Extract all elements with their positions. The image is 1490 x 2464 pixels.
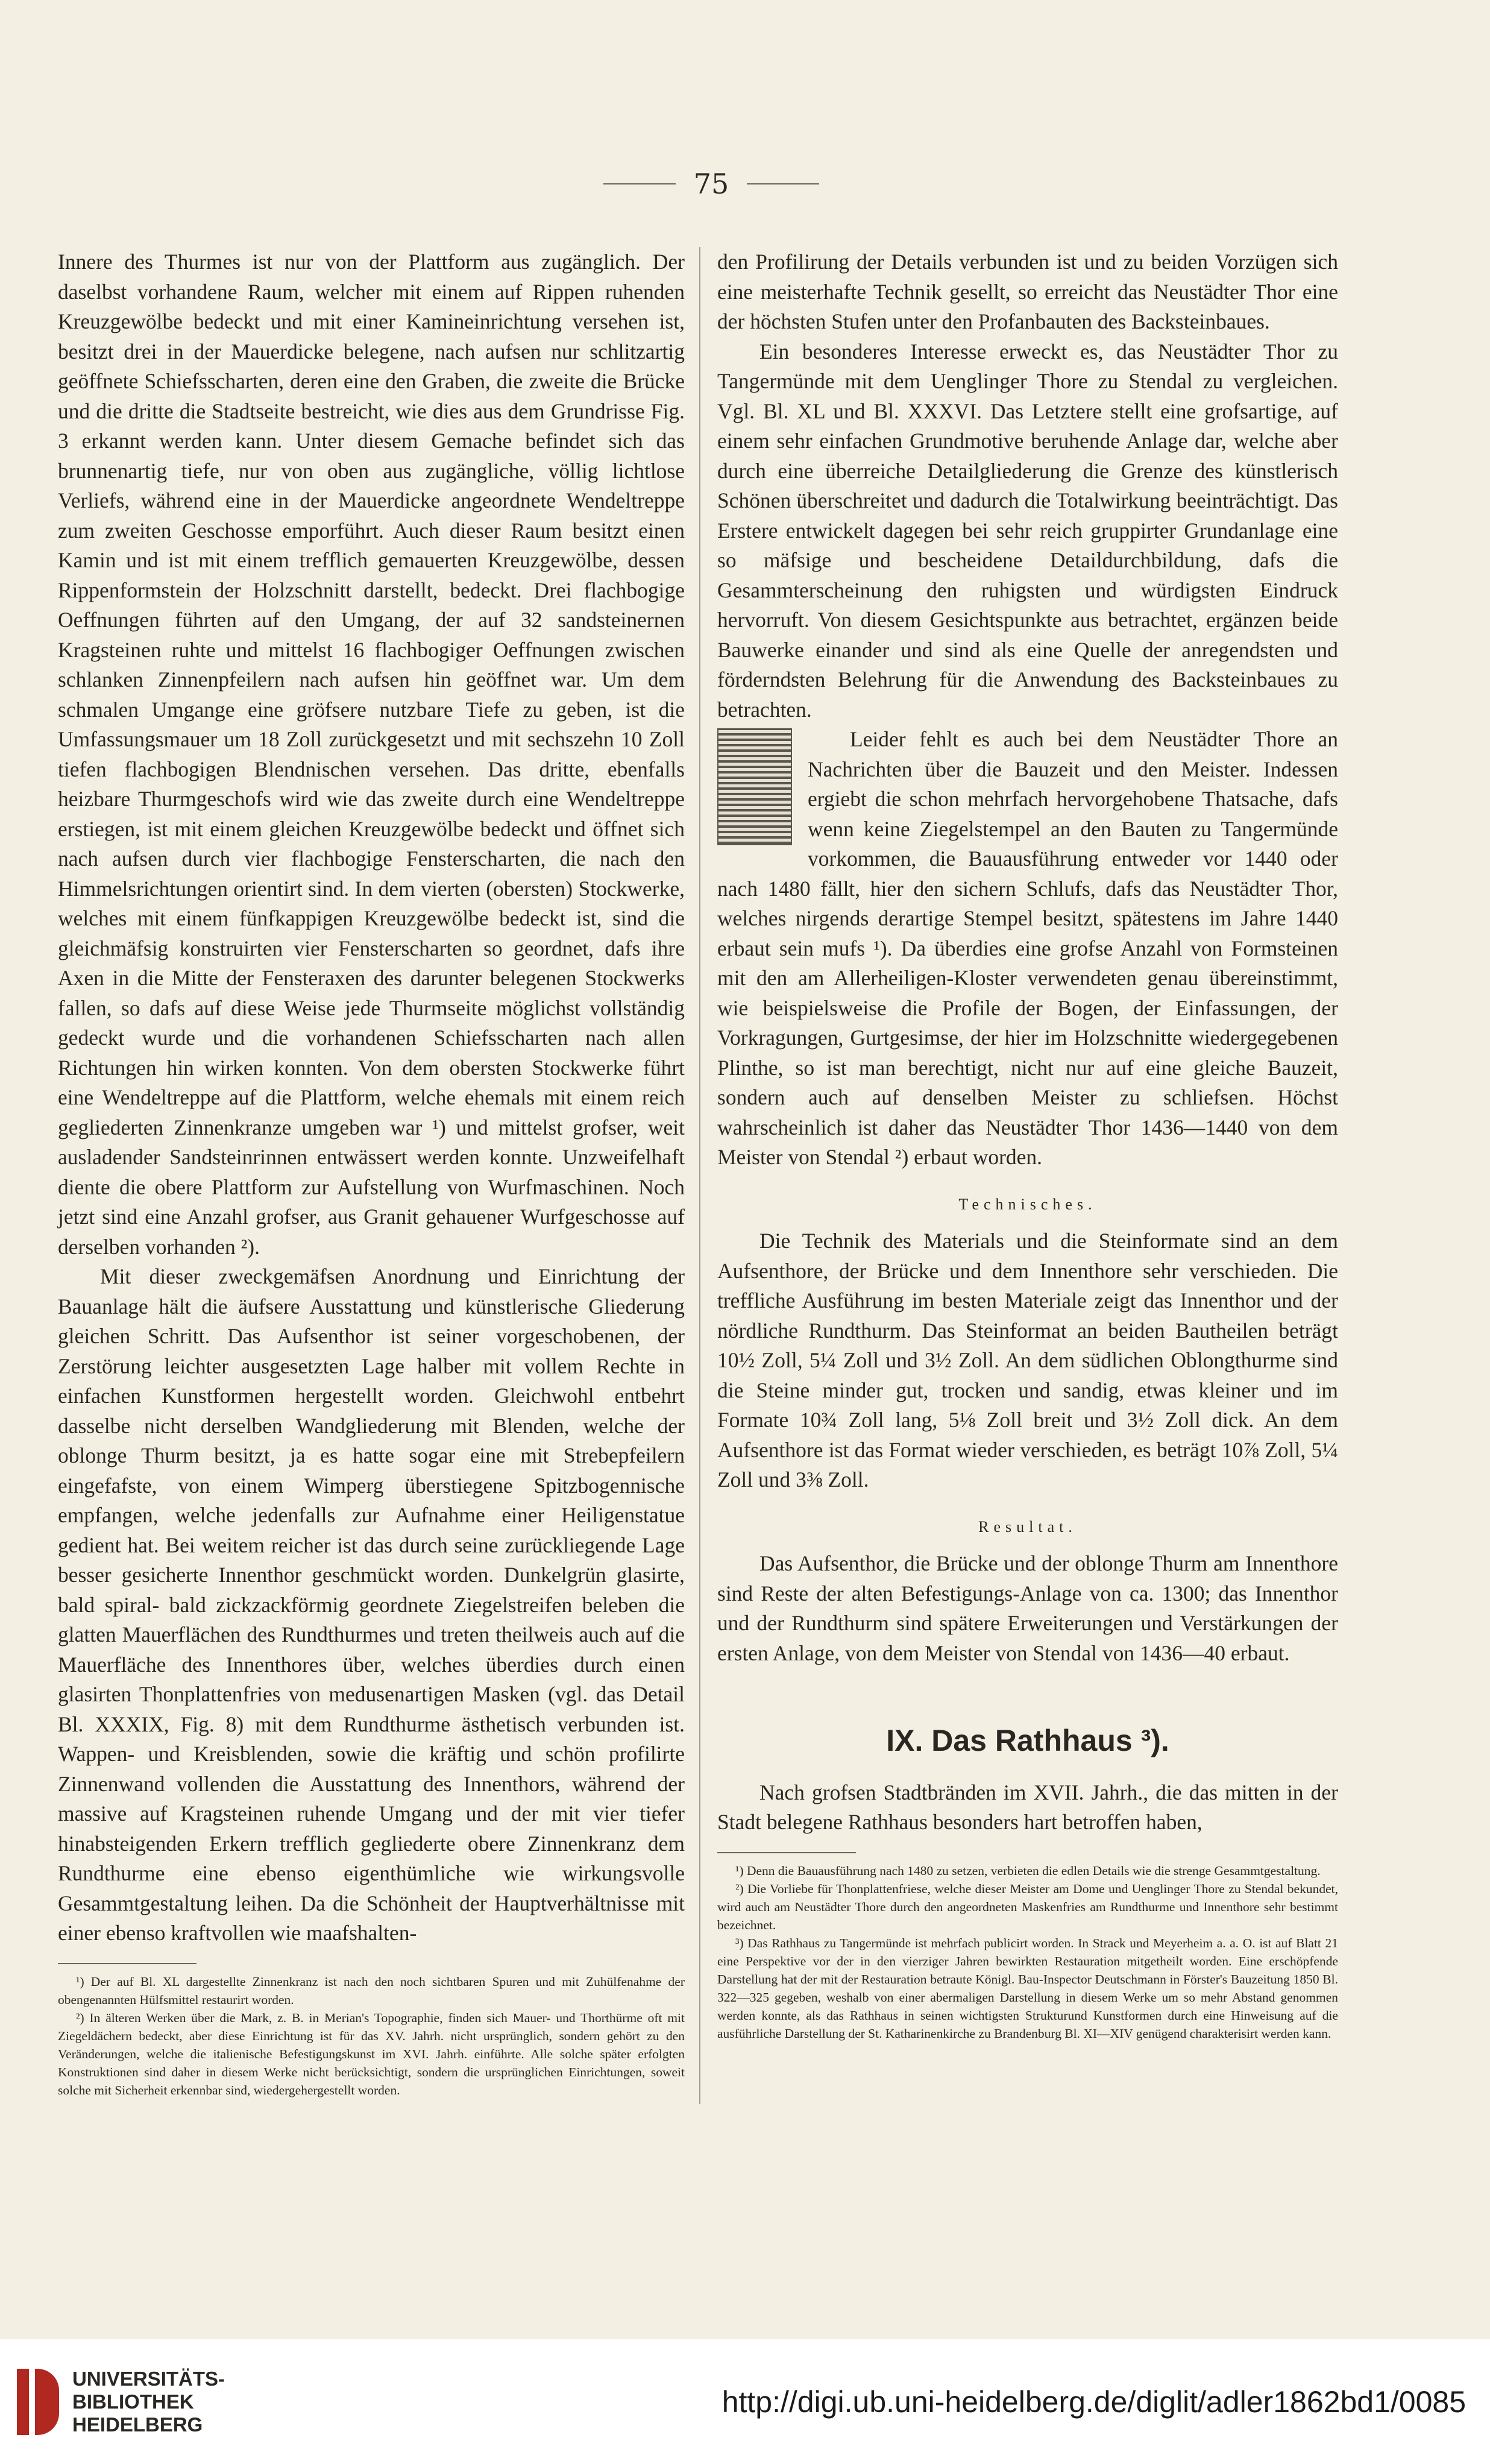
- logo-line-2: BIBLIOTHEK: [72, 2390, 194, 2413]
- section-title: IX. Das Rathhaus ³).: [886, 1724, 1169, 1757]
- left-footnote-2: ²) In älteren Werken über die Mark, z. B. in Merian's Topographie, finden sich Mauer- und Thorthürme oft mit Ziegeldächern bedeckt, aber diese Einrichtung ist für das XV. Jahrh. nicht ursprünglich, sondern gehört zu den Veränderungen, welche die italienische Befestigungskunst im XVI. Jahrh. einführte. Alle solche später erfolgten Konstruktionen sind daher in diesem Werke nicht berücksichtigt, sondern die ursprünglichen Einrichtungen, soweit solche mit Sicherheit erkennbar sind, wiedergehergestellt worden.: [58, 2010, 685, 2097]
- right-footnote-rule: [717, 1852, 856, 1853]
- left-footnote-rule: [58, 1963, 196, 1964]
- page-header: [579, 169, 844, 199]
- left-paragraph-2: Mit dieser zweckgemäfsen Anordnung und Einrichtung der Bauanlage hält die äufsere Ausstattung und künstlerische Gliederung gleichen Schritt. Das Aufsenthor ist seiner vorgeschobenen, der Zerstörung leichter ausgesetzten Lage halber mit vollem Rechte in einfachen Kunstformen hergestellt worden. Gleichwohl entbehrt dasselbe nicht derselben Wandgliederung mit Blenden, welche der oblonge Thurm besitzt, ja es hatte sogar eine mit Strebepfeilern eingefafste, von einem Wimperg überstiegene Spitzbogennische empfangen, welche jedenfalls zur Aufnahme einer Heiligenstatue gedient hat. Bei weitem reicher ist das durch seine zurückliegende Lage besser gesicherte Innenthor geschmückt worden. Dunkelgrün glasirte, bald spiral- bald zickzackförmig geordnete Ziegelstreifen beleben die glatten Mauerflächen des Rundthurmes und treten theilweis auch auf die Mauerfläche des Innenthores über, welches überdies durch einen glasirten Thonplattenfries von medusenartigen Masken (vgl. das Detail Bl. XXXIX, Fig. 8) mit dem Rundthurme ästhetisch verbunden ist. Wappen- und Kreisblenden, sowie die kräftig und schön profilirte Zinnenwand vollenden die Ausstattung des Innenthors, während der massive auf Kragsteinen ruhende Umgang und der mit vier tiefer hinabsteigenden Erkern trefflich gegliederte obere Zinnenkranz dem Rundthurme eine ebenso eigenthümliche wie wirkungsvolle Gesammtgestaltung leihen. Da die Schönheit der Hauptverhältnisse mit einer ebenso kraftvollen wie maafshalten-: [58, 1264, 685, 1945]
- right-footnote-2: ²) Die Vorliebe für Thonplattenfriese, welche dieser Meister am Dome und Uenglinger Thore zu Stendal bekundet, wird auch am Neustädter Thore durch den angeordneten Maskenfries am Rundthurme und Innenthore sehr bestimmt bezeichnet.: [717, 1881, 1338, 1932]
- header-rule-right: [747, 183, 819, 184]
- logo-bar-right: [35, 2369, 59, 2435]
- footer-bar: [0, 2339, 1490, 2464]
- right-paragraph-1: den Profilirung der Details verbunden ist und zu beiden Vorzügen sich eine meisterhafte Technik gesellt, so erreicht das Neustädter Thor eine der höchsten Stufen unter den Profanbauten des Backsteinbaues.: [717, 250, 1338, 333]
- right-column: [717, 247, 1338, 2043]
- technisches-paragraph: Die Technik des Materials und die Steinformate sind an dem Aufsenthore, der Brücke und dem Innenthore sehr verschieden. Die treffliche Ausführung im besten Materiale zeigt das Innenthor und der nördliche Rundthurm. Das Steinformat an beiden Bautheilen beträgt 10½ Zoll, 5¼ Zoll und 3½ Zoll. An dem südlichen Oblongthurme sind die Steine minder gut, trocken und sandig, etwas kleiner und im Formate 10¾ Zoll lang, 5⅛ Zoll breit und 3½ Zoll dick. An dem Aufsenthore ist das Format wieder verschieden, es beträgt 10⅞ Zoll, 5¼ Zoll und 3⅜ Zoll.: [717, 1229, 1338, 1492]
- source-url-link[interactable]: http://digi.ub.uni-heidelberg.de/diglit/adler1862bd1/0085: [721, 2384, 1466, 2419]
- technisches-heading: Technisches.: [958, 1195, 1097, 1213]
- left-footnotes: [58, 1973, 685, 2099]
- logo-line-1: UNIVERSITÄTS-: [72, 2367, 225, 2390]
- resultat-paragraph: Das Aufsenthor, die Brücke und der oblonge Thurm am Innenthore sind Reste der alten Befestigungs-Anlage von ca. 1300; das Innenthor und der Rundthurm sind spätere Erweiterungen und Verstärkungen der ersten Anlage, von dem Meister von Stendal von 1436—40 erbaut.: [717, 1551, 1338, 1665]
- column-divider: [699, 247, 700, 2104]
- right-footnote-3: ³) Das Rathhaus zu Tangermünde ist mehrfach publicirt worden. In Strack und Meyerheim a. a. O. ist auf Blatt 21 eine Perspektive vor der in den vierziger Jahren bewirkten Restauration mitgetheilt worden. Eine erschöpfende Darstellung hat der mit der Restauration betraute Königl. Bau-Inspector Deutschmann in Förster's Bauzeitung 1850 Bl. 322—325 gegeben, weshalb von einer abermaligen Darstellung in diesem Werke um so mehr Abstand genommen werden konnte, als das Rathhaus in seinen wichtigsten Strukturund Kunstformen durch eine Hinweisung auf die ausführliche Darstellung der St. Katharinenkirche zu Brandenburg Bl. XI—XIV genügend charakterisirt werden kann.: [717, 1935, 1338, 2041]
- header-rule-left: [603, 183, 676, 184]
- logo-bar-left: [17, 2369, 29, 2435]
- right-footnote-1: ¹) Denn die Bauausführung nach 1480 zu setzen, verbieten die edlen Details wie die strenge Gesammtgestaltung.: [735, 1863, 1321, 1878]
- right-footnotes: [717, 1862, 1338, 2043]
- logo-line-3: HEIDELBERG: [72, 2413, 203, 2436]
- right-paragraph-2: Ein besonderes Interesse erweckt es, das Neustädter Thor zu Tangermünde mit dem Uenglinger Thore zu Stendal zu vergleichen. Vgl. Bl. XL und Bl. XXXVI. Das Letztere stellt eine grofsartige, auf einem sehr einfachen Grundmotive beruhende Anlage dar, welche aber durch eine überreiche Detailgliederung die Grenze des künstlerisch Schönen überschreitet und dadurch die Totalwirkung beeinträchtigt. Das Erstere entwickelt dagegen bei sehr reich gruppirter Grundanlage eine so mäfsige und bescheidene Detaildurchbildung, dafs die Gesammterscheinung den ruhigsten und würdigsten Eindruck hervorruft. Von diesem Gesichtspunkte aus betrachtet, ergänzen beide Bauwerke einander und sind als eine Quelle der anregendsten und förderndsten Belehrung für die Anwendung des Backsteinbaues zu betrachten.: [717, 339, 1338, 722]
- resultat-heading: Resultat.: [978, 1517, 1077, 1536]
- left-paragraph-1: Innere des Thurmes ist nur von der Plattform aus zugänglich. Der daselbst vorhandene Raum, welcher mit einem auf Rippen ruhenden Kreuzgewölbe bedeckt und mit einer Kamineinrichtung versehen ist, besitzt drei in der Mauerdicke belegene, nach aufsen nur schlitzartig geöffnete Schiefsscharten, deren eine den Graben, die zweite die Brücke und die dritte die Stadtseite bestreicht, wie dies aus dem Grundrisse Fig. 3 erkannt werden kann. Unter diesem Gemache befindet sich das brunnenartig tiefe, nur von oben aus zugängliche, völlig lichtlose Verliefs, während eine in der Mauerdicke angeordnete Wendeltreppe zum zweiten Geschosse emporführt. Auch dieser Raum besitzt einen Kamin und ist mit einem trefflich gemauerten Kreuzgewölbe, dessen Rippenformstein der Holzschnitt darstellt, bedeckt. Drei flachbogige Oeffnungen führten auf den Umgang, der auf 32 sandsteinernen Kragsteinen ruhte und mittelst 16 flachbogiger Oeffnungen zwischen schlanken Zinnenpfeilern nach aufsen hin geöffnet war. Um dem schmalen Umgange eine gröfsere nutzbare Tiefe zu geben, ist die Umfassungsmauer um 18 Zoll zurückgesetzt und mit sechszehn 10 Zoll tiefen flachbogigen Blendnischen versehen. Das dritte, ebenfalls heizbare Thurmgeschofs wird wie das zweite durch eine Wendeltreppe erstiegen, ist mit einem gleichen Kreuzgewölbe bedeckt und öffnet sich nach aufsen durch vier flachbogige Fensterscharten, die nach den Himmelsrichtungen orientirt sind. In dem vierten (obersten) Stockwerke, welches mit einem fünfkappigen Kreuzgewölbe bedeckt ist, sind die gleichmäfsig konstruirten vier Fensterscharten so geordnet, dafs ihre Axen in die Mitte der Fensteraxen des darunter belegenen Stockwerks fallen, so dafs auf diese Weise jede Thurmseite möglichst vollständig gedeckt wurde und die vorhandenen Schiefsscharten nach allen Richtungen hin wirken konnten. Von dem obersten Stockwerke führt eine Wendeltreppe auf die Plattform, welche ehemals mit einem reich gegliederten Zinnenkranze umgeben war ¹) und mittelst grofser, weit ausladender Sandsteinrinnen entwässert werden konnte. Unzweifelhaft diente die obere Plattform zur Aufstellung von Wurfmaschinen. Noch jetzt sind eine Anzahl grofser, aus Granit gehauener Wurfgeschosse auf derselben vorhanden ²).: [58, 250, 685, 1259]
- university-library-logo-icon: [17, 2369, 59, 2435]
- right-paragraph-3: Leider fehlt es auch bei dem Neustädter Thore an Nachrichten über die Bauzeit und den Meister. Indessen ergiebt die schon mehrfach hervorgehobene Thatsache, dafs wenn keine Ziegelstempel an den Bauten zu Tangermünde vorkommen, die Bauausführung entweder vor 1440 oder nach 1480 fällt, hier den sichern Schlufs, dafs das Neustädter Thor, welches nirgends derartige Stempel besitzt, spätestens im Jahre 1440 erbaut sein mufs ¹). Da überdies eine grofse Anzahl von Formsteinen mit den am Allerheiligen-Kloster verwendeten genau übereinstimmt, wie beispielsweise die Profile der Bogen, der Einfassungen, der Vorkragungen, Gurtgesimse, der hier im Holzschnitte wiedergegebenen Plinthe, so ist man berechtigt, nicht nur auf eine gleiche Bauzeit, sondern auch auf denselben Meister zu schliefsen. Höchst wahrscheinlich ist daher das Neustädter Thor 1436—1440 von dem Meister von Stendal ²) erbaut worden.: [717, 727, 1338, 1169]
- section-paragraph: Nach grofsen Stadtbränden im XVII. Jahrh., die das mitten in der Stadt belegene Rathhaus besonders hart betroffen haben,: [717, 1780, 1338, 1834]
- left-column: [58, 247, 685, 2099]
- library-logo-text: [72, 2368, 225, 2436]
- page-number: 75: [693, 168, 729, 200]
- left-footnote-1: ¹) Der auf Bl. XL dargestellte Zinnenkranz ist nach den noch sichtbaren Spuren und mit Zuhülfenahme der obengenannten Hülfsmittel restaurirt worden.: [58, 1974, 685, 2007]
- plinth-woodcut-figure: [717, 728, 792, 845]
